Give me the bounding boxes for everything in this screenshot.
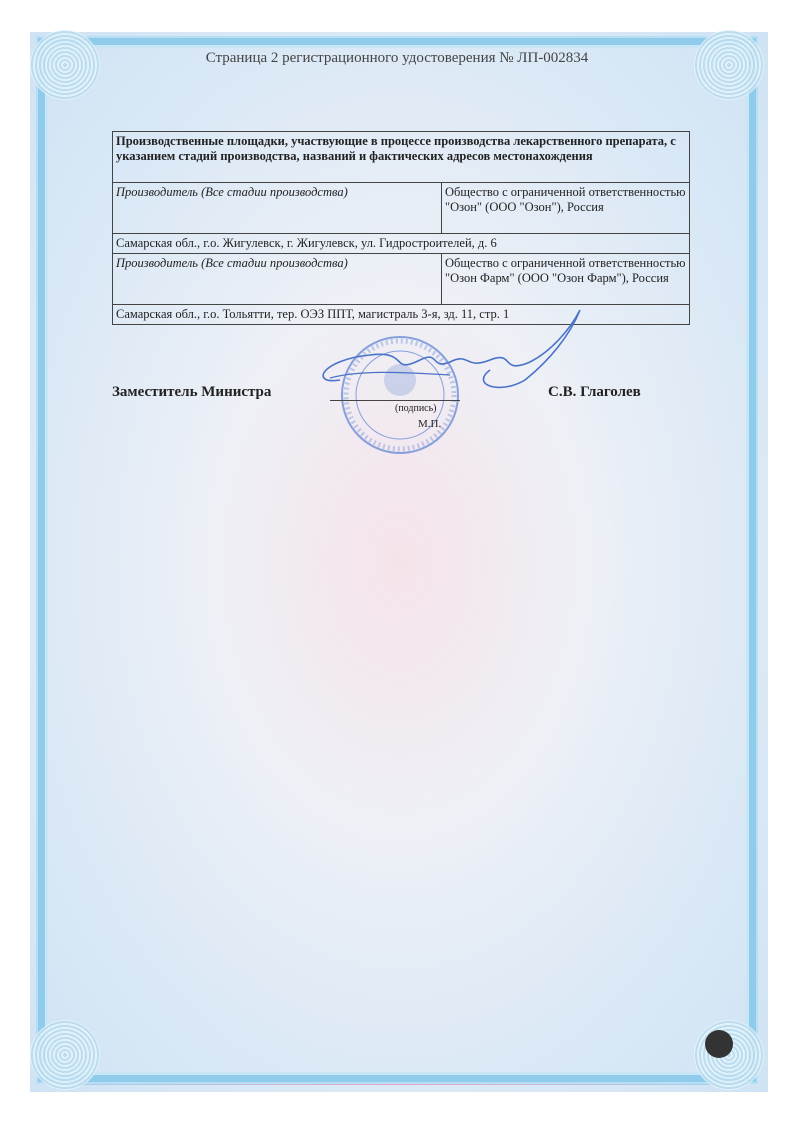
corner-rosette (30, 1020, 100, 1090)
stamp-place-label: М.П. (418, 418, 442, 430)
signatory-position: Заместитель Министра (112, 384, 272, 400)
site-role: Производитель (Все стадии производства) (113, 254, 442, 305)
page-title: Страница 2 регистрационного удостоверения № ЛП-002834 (205, 50, 589, 66)
table-row (113, 254, 690, 305)
production-sites-table (112, 131, 690, 325)
corner-rosette (694, 1020, 764, 1090)
site-address: Самарская обл., г.о. Тольятти, тер. ОЭЗ ППТ, магистраль 3-я, зд. 11, стр. 1 (113, 305, 690, 325)
signatory-name: С.В. Глаголев (548, 384, 641, 400)
site-address: Самарская обл., г.о. Жигулевск, г. Жигулевск, ул. Гидростроителей, д. 6 (113, 234, 690, 254)
signature-line (330, 400, 460, 401)
site-name: Общество с ограниченной ответственностью "Озон Фарм" (ООО "Озон Фарм"), Россия (442, 254, 690, 305)
handwritten-signature (300, 300, 590, 410)
site-role: Производитель (Все стадии производства) (113, 183, 442, 234)
punch-hole (705, 1030, 733, 1058)
signature-caption: (подпись) (395, 403, 437, 414)
table-heading: Производственные площадки, участвующие в процессе производства лекарственного препарата, с указанием стадий производства, названий и фактических адресов местонахождения (113, 132, 690, 183)
site-name: Общество с ограниченной ответственностью "Озон" (ООО "Озон"), Россия (442, 183, 690, 234)
table-row (113, 183, 690, 234)
